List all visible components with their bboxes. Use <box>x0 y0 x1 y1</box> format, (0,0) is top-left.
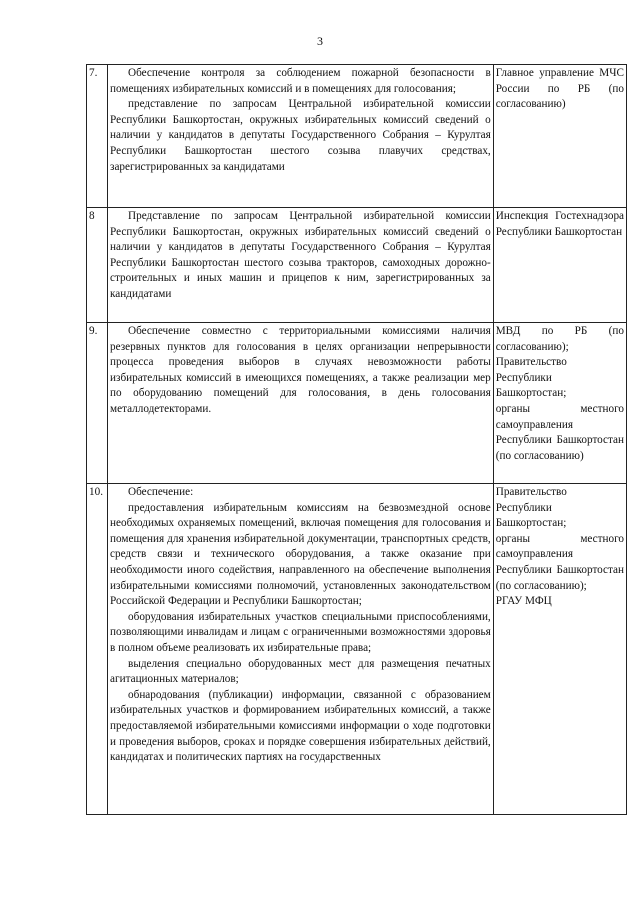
responsible-line: Инспекция Гостехнадзора Республики Башкортостан <box>495 210 624 238</box>
row-number: 9. <box>87 323 108 484</box>
paragraph: Обеспечение совместно с территориальными комиссиями наличия резервных пунктов для голосования в целях организации непрерывности процесса проведения выборов в случаях невозможности работы избирательных комиссий в имеющихся помещениях, а также реализации мер по оборудованию помещений для голосования, в день голосования металлодетекторами. <box>110 325 491 415</box>
responsible-line: органы местного самоуправления Республики Башкортостан (по согласованию); <box>495 532 624 592</box>
responsible-party <box>493 208 626 323</box>
paragraph: обнародования (публикации) информации, связанной с образованием избирательных участков и формированием избирательных комиссий, а также предоставляемой избирательными комиссиями информации о ходе подготовки и проведения выборов, сроках и порядке совершения избирательных действий, кандидатах и политических партиях на государственных <box>110 688 491 764</box>
responsible-party <box>493 65 626 208</box>
row-number: 10. <box>87 484 108 815</box>
table-row <box>87 323 627 484</box>
measure-description <box>108 484 494 815</box>
paragraph: Обеспечение: <box>128 486 194 498</box>
paragraph: предоставления избирательным комиссиям на безвозмездной основе необходимых охраняемых помещений, включая помещения для голосования и помещения для хранения избирательной документации, транспортных средств, средств связи и технического оборудования, а также оказание при необходимости иного содействия, направленного на обеспечение выполнения избирательными комиссиями полномочий, установленных законодательством Российской Федерации и Республики Башкортостан; <box>110 501 491 608</box>
page-number: 3 <box>317 34 323 48</box>
table-row <box>87 65 627 208</box>
measures-table <box>86 64 627 815</box>
paragraph: выделения специально оборудованных мест для размещения печатных агитационных материалов; <box>110 657 491 686</box>
responsible-line: Правительство Республики Башкортостан; <box>495 486 567 530</box>
responsible-line: РГАУ МФЦ <box>495 595 552 608</box>
table-row <box>87 208 627 323</box>
measure-description <box>108 208 494 323</box>
responsible-line: Главное управление МЧС России по РБ (по согласованию) <box>495 67 624 111</box>
paragraph: оборудования избирательных участков специальными приспособлениями, позволяющими инвалидам и лицам с ограниченными возможностями здоровья в полном объеме реализовать их избирательные права; <box>110 610 491 654</box>
responsible-line: органы местного самоуправления Республики Башкортостан (по согласованию) <box>495 402 624 462</box>
row-number: 7. <box>87 65 108 208</box>
row-number: 8 <box>87 208 108 323</box>
paragraph: представление по запросам Центральной избирательной комиссии Республики Башкортостан, окружных избирательных комиссий сведений о наличии у кандидатов в депутаты Государственного Собрания – Курултая Республики Башкортостан шестого созыва плавучих средствах, зарегистрированных за кандидатами <box>110 98 491 173</box>
responsible-party <box>493 323 626 484</box>
responsible-line: МВД по РБ (по согласованию); <box>495 325 624 353</box>
paragraph: Обеспечение контроля за соблюдением пожарной безопасности в помещениях избирательных комиссий и в помещениях для голосования; <box>110 67 491 95</box>
paragraph: Представление по запросам Центральной избирательной комиссии Республики Башкортостан, окружных избирательных комиссий сведений о наличии у кандидатов в депутаты Государственного Собрания – Курултая Республики Башкортостан шестого созыва тракторов, самоходных дорожно-строительных и иных машин и прицепов к ним, зарегистрированных за кандидатами <box>110 210 491 300</box>
table-row <box>87 484 627 815</box>
responsible-party <box>493 484 626 815</box>
responsible-line: Правительство Республики Башкортостан; <box>495 356 567 400</box>
measure-description <box>108 65 494 208</box>
measure-description <box>108 323 494 484</box>
